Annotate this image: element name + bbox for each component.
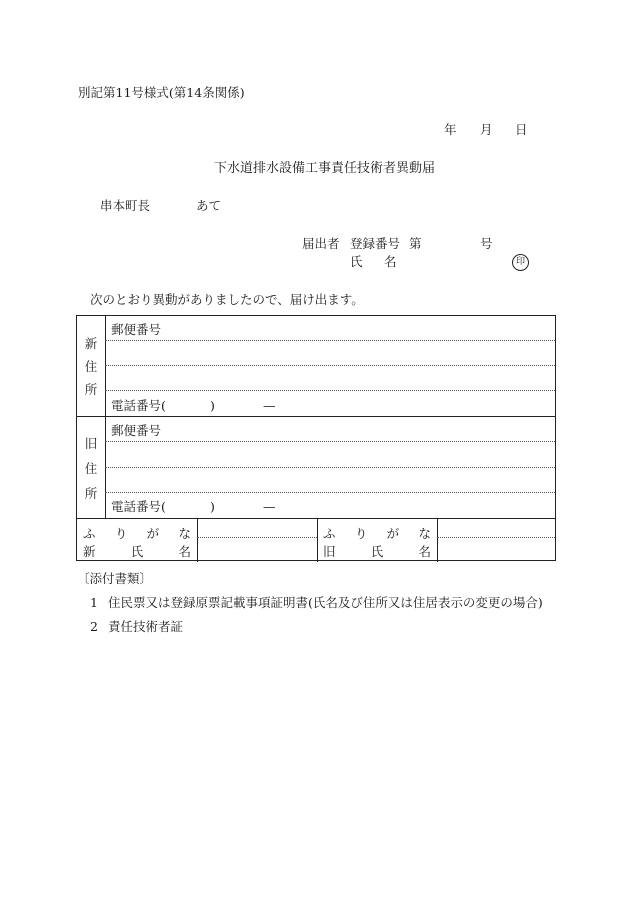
addressee-name: 串本町長 xyxy=(100,198,151,213)
new-phone-paren: ) xyxy=(210,398,215,413)
new-address-line-3 xyxy=(105,390,555,391)
name-label-2: 名 xyxy=(384,254,397,269)
seal-icon: 印 xyxy=(512,254,529,271)
registration-prefix: 第 xyxy=(409,236,422,251)
attachments-heading: 〔添付書類〕 xyxy=(77,571,153,586)
attachment-text-2: 責任技術者証 xyxy=(108,619,184,634)
new-furigana-label xyxy=(83,524,191,542)
old-address-line-1 xyxy=(105,441,555,442)
old-name-label-divider xyxy=(437,518,438,562)
furigana-char: り xyxy=(114,526,128,541)
old-name-label xyxy=(323,542,431,560)
name-label-1: 氏 xyxy=(350,254,363,269)
name-char: 氏 xyxy=(130,544,144,559)
old-phone-dash: — xyxy=(263,499,276,514)
new-name-label xyxy=(83,542,191,560)
date-month: 月 xyxy=(480,122,493,137)
new-phone-label: 電話番号( xyxy=(111,398,166,413)
furigana-char: ふ xyxy=(83,526,96,541)
new-name-label-divider xyxy=(197,518,198,562)
new-address-line-2 xyxy=(105,365,555,366)
old-furigana-line xyxy=(437,537,555,538)
section-divider-2 xyxy=(77,518,555,519)
name-char: 名 xyxy=(178,544,191,559)
old-postal-label: 郵便番号 xyxy=(111,423,162,438)
old-address-label-3: 所 xyxy=(84,486,98,501)
new-phone-dash: — xyxy=(263,398,276,413)
label-column-divider xyxy=(105,316,106,518)
new-postal-label: 郵便番号 xyxy=(111,322,162,337)
form-reference: 別記第11号様式(第14条関係) xyxy=(78,85,245,100)
section-divider-1 xyxy=(77,416,555,417)
date-year: 年 xyxy=(444,122,457,137)
new-address-label-2: 住 xyxy=(84,359,98,374)
name-char: 氏 xyxy=(370,544,384,559)
name-char: 旧 xyxy=(323,544,336,559)
furigana-char: な xyxy=(178,526,191,541)
registration-suffix: 号 xyxy=(480,236,493,251)
new-furigana-line xyxy=(197,537,317,538)
old-phone-label: 電話番号( xyxy=(111,499,166,514)
furigana-char: な xyxy=(418,526,431,541)
old-address-line-2 xyxy=(105,467,555,468)
furigana-char: が xyxy=(386,526,400,541)
attachment-number-1: 1 xyxy=(90,595,98,610)
date-day: 日 xyxy=(515,122,528,137)
furigana-char: が xyxy=(146,526,160,541)
old-phone-paren: ) xyxy=(210,499,215,514)
new-address-label-3: 所 xyxy=(84,382,98,397)
document-title: 下水道排水設備工事責任技術者異動届 xyxy=(214,161,436,176)
applicant-label: 届出者 xyxy=(302,236,340,251)
old-address-label-1: 旧 xyxy=(84,436,98,451)
attachment-text-1: 住民票又は登録原票記載事項証明書(氏名及び住所又は住居表示の変更の場合) xyxy=(108,595,543,610)
intro-text: 次のとおり異動がありましたので、届け出ます。 xyxy=(90,292,364,307)
registration-label: 登録番号 xyxy=(350,236,401,251)
new-address-line-1 xyxy=(105,340,555,341)
name-char: 名 xyxy=(418,544,431,559)
furigana-char: ふ xyxy=(323,526,336,541)
change-form-table xyxy=(76,315,556,561)
old-furigana-label xyxy=(323,524,431,542)
name-column-divider xyxy=(317,518,318,562)
old-address-label-2: 住 xyxy=(84,461,98,476)
old-address-line-3 xyxy=(105,492,555,493)
furigana-char: り xyxy=(354,526,368,541)
addressee-suffix: あて xyxy=(196,198,222,213)
new-address-label-1: 新 xyxy=(84,336,98,351)
name-char: 新 xyxy=(83,544,96,559)
attachment-number-2: 2 xyxy=(90,619,98,634)
